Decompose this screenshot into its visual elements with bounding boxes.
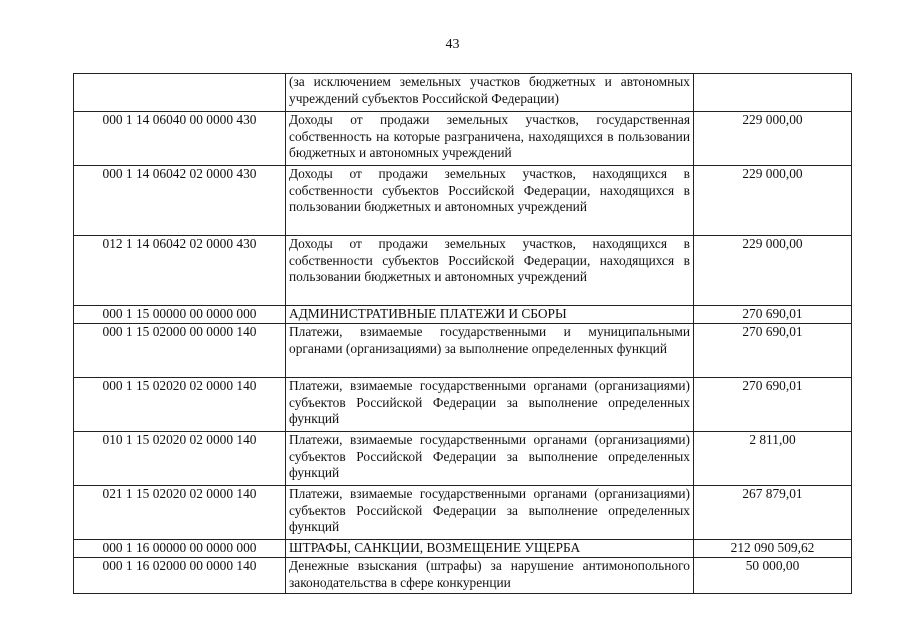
- amount: 267 879,01: [694, 486, 852, 540]
- table-row: [74, 486, 852, 540]
- table-row: [74, 540, 852, 558]
- page-number: 43: [445, 37, 460, 52]
- amount: 229 000,00: [694, 166, 852, 236]
- revenue-table: [73, 73, 852, 594]
- revenue-name: ШТРАФЫ, САНКЦИИ, ВОЗМЕЩЕНИЕ УЩЕРБА: [286, 540, 694, 558]
- revenue-name: Доходы от продажи земельных участков, находящихся в собственности субъектов Российской Федерации, находящихся в пользовании бюджетных и автономных учреждений: [286, 236, 694, 306]
- table-row: [74, 558, 852, 594]
- amount: 270 690,01: [694, 378, 852, 432]
- table-row: [74, 378, 852, 432]
- revenue-name: Доходы от продажи земельных участков, государственная собственность на которые разграничена, находящихся в пользовании бюджетных и автономных учреждений: [286, 112, 694, 166]
- revenue-name: Платежи, взимаемые государственными органами (организациями) субъектов Российской Федерации за выполнение определенных функций: [286, 378, 694, 432]
- budget-code: 000 1 16 02000 00 0000 140: [74, 558, 286, 594]
- amount: [694, 74, 852, 112]
- revenue-name: Денежные взыскания (штрафы) за нарушение антимонопольного законодательства в сфере конкуренции: [286, 558, 694, 594]
- amount: 2 811,00: [694, 432, 852, 486]
- budget-code: 000 1 14 06042 02 0000 430: [74, 166, 286, 236]
- budget-code: 012 1 14 06042 02 0000 430: [74, 236, 286, 306]
- revenue-name: АДМИНИСТРАТИВНЫЕ ПЛАТЕЖИ И СБОРЫ: [286, 306, 694, 324]
- amount: 270 690,01: [694, 324, 852, 378]
- amount: 212 090 509,62: [694, 540, 852, 558]
- revenue-name: Платежи, взимаемые государственными органами (организациями) субъектов Российской Федерации за выполнение определенных функций: [286, 486, 694, 540]
- budget-code: [74, 74, 286, 112]
- amount: 50 000,00: [694, 558, 852, 594]
- amount: 270 690,01: [694, 306, 852, 324]
- revenue-name: Платежи, взимаемые государственными органами (организациями) субъектов Российской Федерации за выполнение определенных функций: [286, 432, 694, 486]
- budget-code: 000 1 14 06040 00 0000 430: [74, 112, 286, 166]
- amount: 229 000,00: [694, 112, 852, 166]
- table-row: [74, 432, 852, 486]
- revenue-name: Доходы от продажи земельных участков, находящихся в собственности субъектов Российской Федерации, находящихся в пользовании бюджетных и автономных учреждений: [286, 166, 694, 236]
- revenue-name: (за исключением земельных участков бюджетных и автономных учреждений субъектов Российской Федерации): [286, 74, 694, 112]
- table-row: [74, 112, 852, 166]
- budget-code: 000 1 15 02020 02 0000 140: [74, 378, 286, 432]
- table-row: [74, 236, 852, 306]
- table-row: [74, 306, 852, 324]
- table-row: [74, 324, 852, 378]
- budget-code: 010 1 15 02020 02 0000 140: [74, 432, 286, 486]
- budget-code: 000 1 15 00000 00 0000 000: [74, 306, 286, 324]
- budget-code: 000 1 15 02000 00 0000 140: [74, 324, 286, 378]
- amount: 229 000,00: [694, 236, 852, 306]
- budget-code: 000 1 16 00000 00 0000 000: [74, 540, 286, 558]
- table-row: [74, 166, 852, 236]
- table-row: [74, 74, 852, 112]
- revenue-name: Платежи, взимаемые государственными и муниципальными органами (организациями) за выполнение определенных функций: [286, 324, 694, 378]
- budget-code: 021 1 15 02020 02 0000 140: [74, 486, 286, 540]
